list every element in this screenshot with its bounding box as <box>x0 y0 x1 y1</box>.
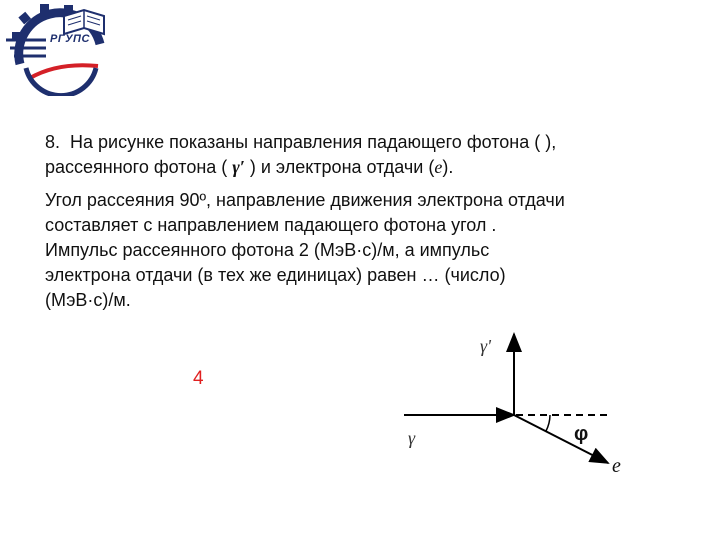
scattering-diagram <box>398 322 638 482</box>
problem-line-1-text: На рисунке показаны направления падающего фотона ( ), <box>70 132 557 152</box>
electron-arrow <box>514 415 608 463</box>
angle-arc <box>546 415 550 431</box>
line2-part-a: рассеянного фотона ( <box>45 157 228 177</box>
label-electron: e <box>612 455 621 477</box>
line2-part-b: ) и электрона отдачи ( <box>249 157 435 177</box>
scattered-photon-symbol: γ′ <box>232 157 245 177</box>
gear-book-emblem-icon <box>6 4 112 96</box>
para2-line-1: Угол рассеяния 90º, направление движения электрона отдачи <box>45 190 565 210</box>
para2-line-3: Импульс рассеянного фотона 2 (МэВ·с)/м, а импульс <box>45 240 490 260</box>
problem-line-1 <box>45 130 685 155</box>
answer-value: 4 <box>193 368 204 389</box>
para2-line-5: (МэВ·с)/м. <box>45 290 131 310</box>
logo-text: РГУПС <box>50 33 90 45</box>
label-incident-photon: γ <box>408 428 416 448</box>
problem-line-2 <box>45 155 685 180</box>
label-scattered-photon: γ' <box>480 336 491 356</box>
problem-text <box>45 130 685 313</box>
electron-symbol: e <box>434 157 443 177</box>
problem-paragraph-2 <box>45 188 685 313</box>
label-angle: φ <box>574 423 589 445</box>
para2-line-4: электрона отдачи (в тех же единицах) равен … (число) <box>45 265 506 285</box>
problem-number: 8. <box>45 132 61 152</box>
line2-part-c: ). <box>442 157 454 177</box>
university-logo <box>6 4 112 96</box>
para2-line-2: составляет с направлением падающего фотона угол . <box>45 215 497 235</box>
